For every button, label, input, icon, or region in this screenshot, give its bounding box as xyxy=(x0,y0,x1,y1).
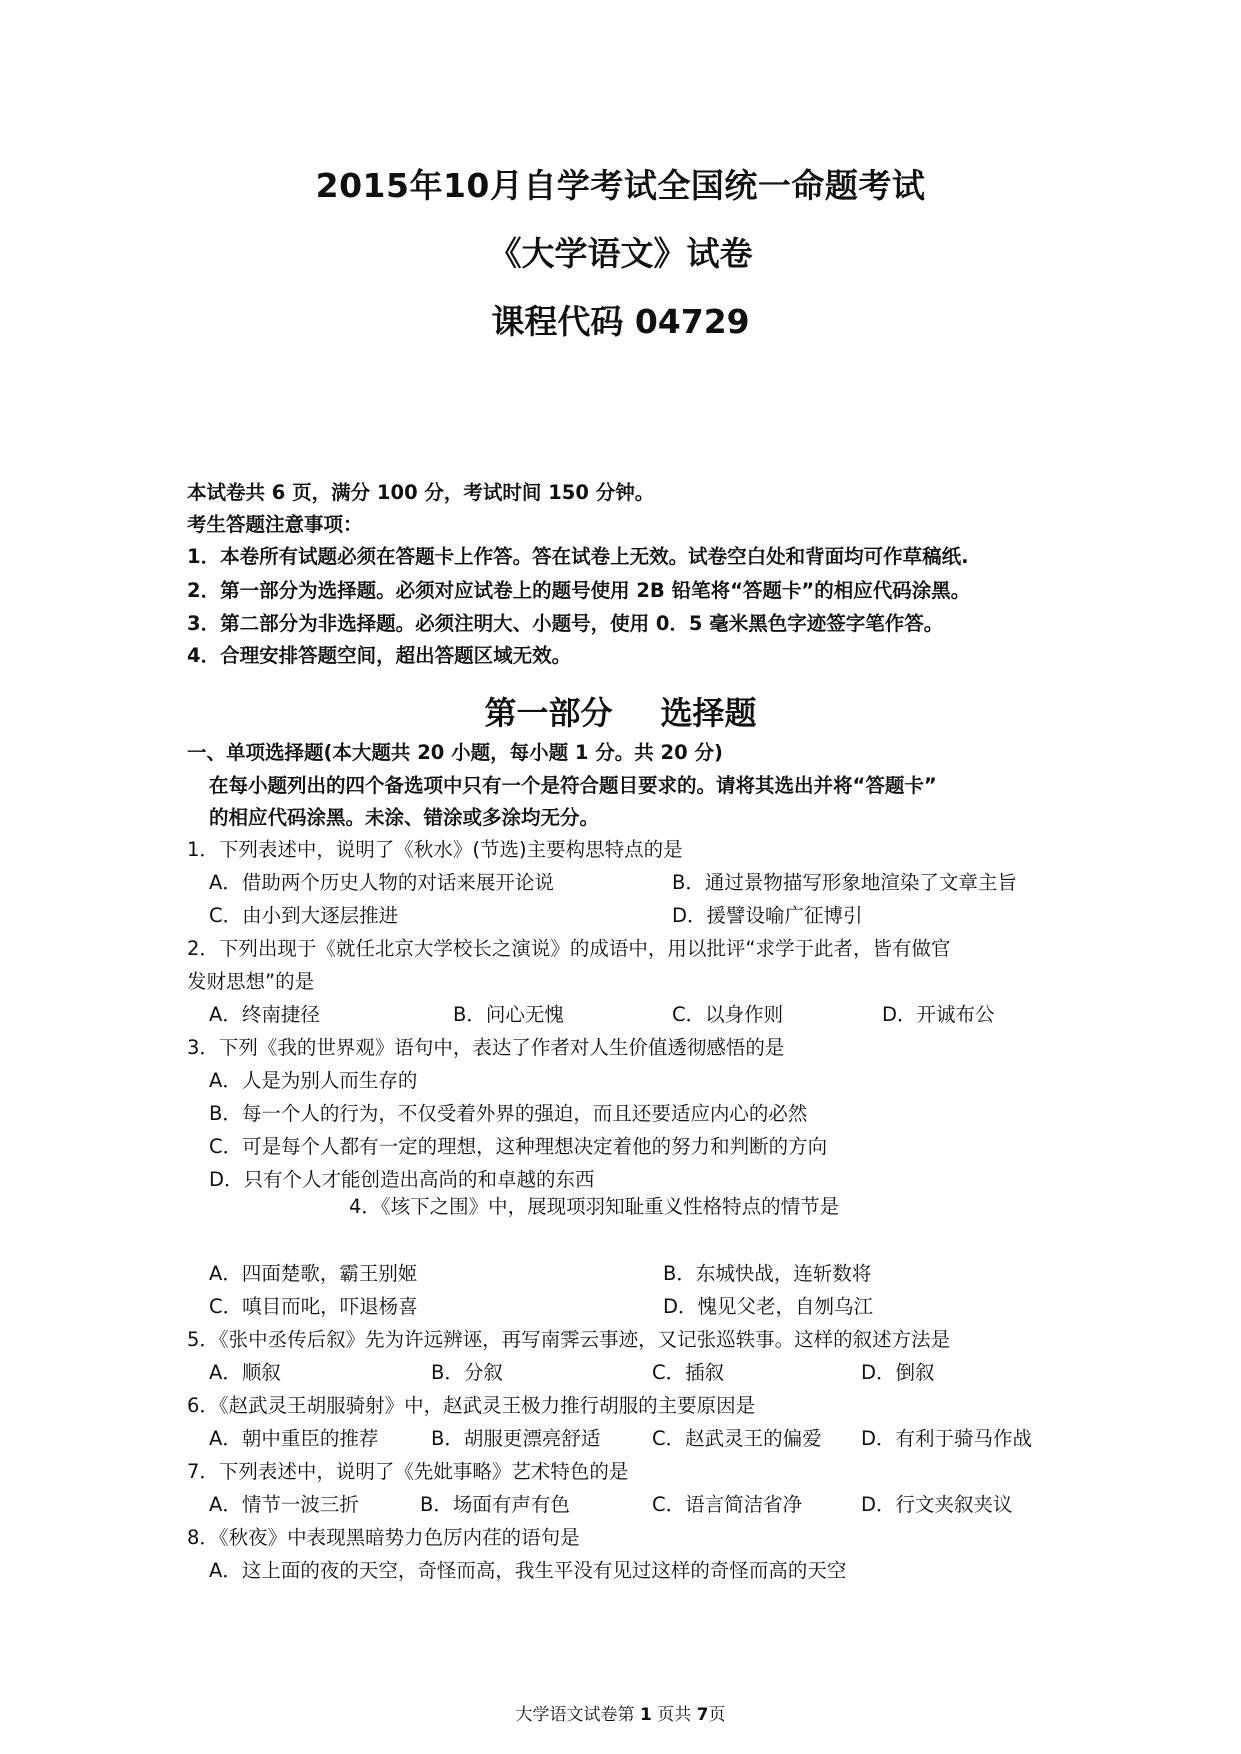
footer-middle: 页共 xyxy=(657,1705,692,1725)
option-a: A．情节一波三折 xyxy=(209,1493,359,1516)
option-b: B．分叙 xyxy=(431,1361,503,1384)
option-a: A．四面楚歌，霸王别姬 xyxy=(209,1262,418,1285)
section-heading xyxy=(0,688,1241,734)
option-d: D．行文夹叙夹议 xyxy=(861,1493,1013,1516)
question-stem: 2．下列出现于《就任北京大学校长之演说》的成语中，用以批评“求学于此者，皆有做官 xyxy=(187,937,951,960)
question-stem: 3．下列《我的世界观》语句中，表达了作者对人生价值透彻感悟的是 xyxy=(187,1036,785,1059)
course-code: 课程代码 04729 xyxy=(491,302,750,341)
option-a: A．借助两个历史人物的对话来展开论说 xyxy=(209,871,554,894)
notes-item: 1．本卷所有试题必须在答题卡上作答。答在试卷上无效。试卷空白处和背面均可作草稿纸. xyxy=(187,545,969,568)
option-a: A．这上面的夜的天空，奇怪而高，我生平没有见过这样的奇怪而高的天空 xyxy=(209,1559,847,1582)
notes-item: 2．第一部分为选择题。必须对应试卷上的题号使用 2B 铅笔将“答题卡”的相应代码涂黑。 xyxy=(187,579,971,602)
part1-heading: 一、单项选择题(本大题共 20 小题，每小题 1 分。共 20 分) xyxy=(187,741,723,764)
exam-subtitle: 《大学语文》试卷 xyxy=(488,234,753,273)
footer-suffix: 页 xyxy=(708,1705,726,1725)
option-b: B．通过景物描写形象地渲染了文章主旨 xyxy=(672,871,1017,894)
footer-prefix: 大学语文试卷第 xyxy=(515,1705,635,1725)
option-c: C．赵武灵王的偏爱 xyxy=(652,1427,822,1450)
option-a: A．人是为别人而生存的 xyxy=(209,1069,418,1092)
part1-instruction: 在每小题列出的四个备选项中只有一个是符合题目要求的。请将其选出并将“答题卡” xyxy=(209,774,937,797)
option-b: B．场面有声有色 xyxy=(420,1493,570,1516)
option-d: D．只有个人才能创造出高尚的和卓越的东西 xyxy=(209,1168,595,1191)
option-d: D．愧见父老，自刎乌江 xyxy=(663,1295,874,1318)
notes-item: 3．第二部分为非选择题。必须注明大、小题号，使用 0．5 毫米黑色字迹签字笔作答。 xyxy=(187,612,944,635)
option-c: C．嗔目而叱，吓退杨喜 xyxy=(209,1295,418,1318)
option-b: B．东城快战，连斩数将 xyxy=(663,1262,872,1285)
option-c: C．语言简洁省净 xyxy=(652,1493,803,1516)
option-c: C．由小到大逐层推进 xyxy=(209,904,399,927)
page-footer xyxy=(0,1700,1241,1725)
option-a: A．终南捷径 xyxy=(209,1003,320,1026)
question-stem-cont: 发财思想”的是 xyxy=(187,970,315,993)
option-d: D．倒叙 xyxy=(861,1361,935,1384)
section-part: 第一部分 xyxy=(484,694,613,732)
option-c: C．可是每个人都有一定的理想，这种理想决定着他的努力和判断的方向 xyxy=(209,1135,828,1158)
question-stem: 7．下列表述中，说明了《先妣事略》艺术特色的是 xyxy=(187,1460,629,1483)
exam-title: 2015年10月自学考试全国统一命题考试 xyxy=(315,166,926,205)
option-a: A．朝中重臣的推荐 xyxy=(209,1427,379,1450)
option-b: B．每一个人的行为，不仅受着外界的强迫，而且还要适应内心的必然 xyxy=(209,1102,808,1125)
question-stem: 5．《张中丞传后叙》先为许远辨诬，再写南霁云事迹，又记张巡轶事。这样的叙述方法是 xyxy=(187,1328,951,1351)
option-c: C．插叙 xyxy=(652,1361,725,1384)
notes-heading: 考生答题注意事项： xyxy=(187,513,363,536)
option-b: B．问心无愧 xyxy=(453,1003,564,1026)
option-d: D．开诚布公 xyxy=(882,1003,995,1026)
part1-instruction: 的相应代码涂黑。未涂、错涂或多涂均无分。 xyxy=(209,806,600,829)
section-name: 选择题 xyxy=(660,694,757,732)
option-d: D．有利于骑马作战 xyxy=(861,1427,1033,1450)
footer-page-number: 1 xyxy=(639,1705,652,1725)
notes-intro: 本试卷共 6 页，满分 100 分，考试时间 150 分钟。 xyxy=(187,481,655,504)
question-stem: 1．下列表述中，说明了《秋水》(节选)主要构思特点的是 xyxy=(187,838,683,861)
option-a: A．顺叙 xyxy=(209,1361,281,1384)
option-c: C．以身作则 xyxy=(672,1003,784,1026)
notes-item: 4．合理安排答题空间，超出答题区域无效。 xyxy=(187,644,572,667)
option-b: B．胡服更漂亮舒适 xyxy=(431,1427,601,1450)
option-d: D．援譬设喻广征博引 xyxy=(672,904,863,927)
footer-total-pages: 7 xyxy=(696,1705,709,1725)
question-stem: 4．《垓下之围》中，展现项羽知耻重义性格特点的情节是 xyxy=(349,1195,840,1218)
question-stem: 8．《秋夜》中表现黑暗势力色厉内荏的语句是 xyxy=(187,1526,580,1549)
question-stem: 6．《赵武灵王胡服骑射》中，赵武灵王极力推行胡服的主要原因是 xyxy=(187,1394,756,1417)
